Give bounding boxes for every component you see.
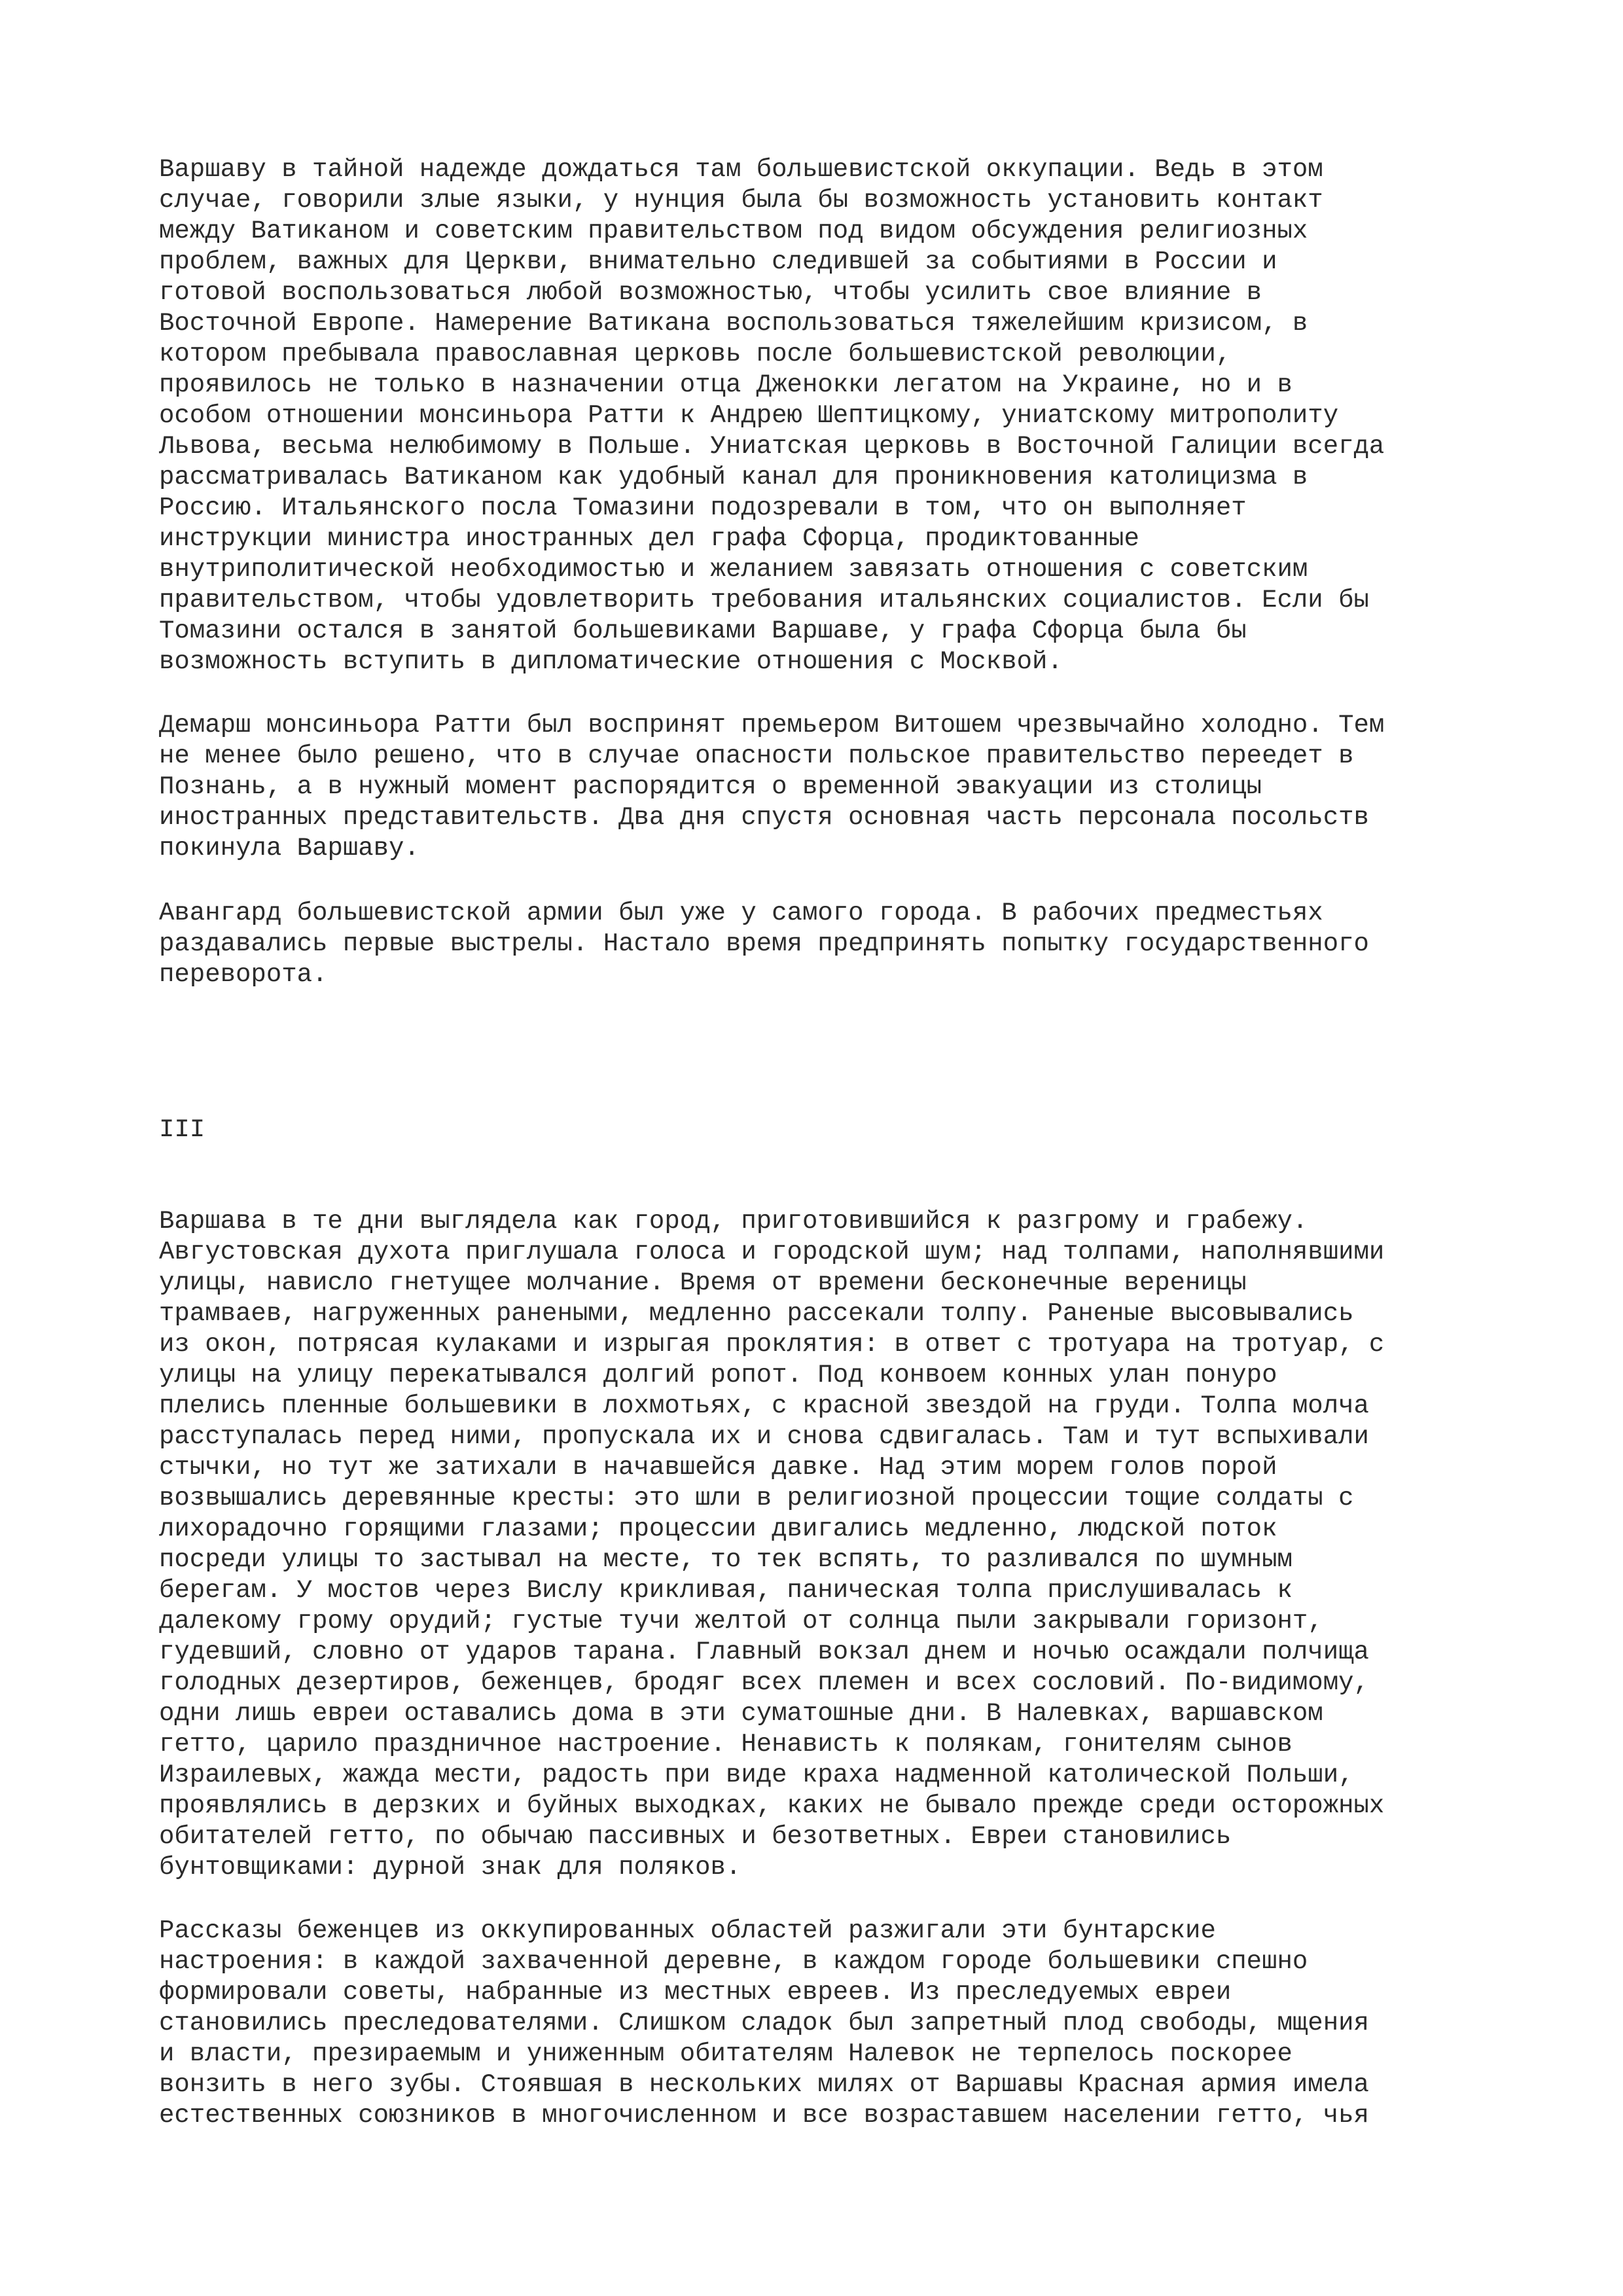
body-paragraph: Авангард большевистской армии был уже у самого города. В рабочих предместьях раздавались первые выстрелы. Настало время предпринять попытку государственного переворота. — [159, 899, 1369, 989]
body-paragraph: Варшава в те дни выглядела как город, приготовившийся к разгрому и грабежу. Августовская духота приглушала голоса и городской шум; над толпами, наполнявшими улицы, нависло гнетущее молчание. Время от времени бесконечные вереницы трамваев, нагруженных ранеными, медленно рассекали толпу. Раненые высовывались из окон, потрясая кулаками и изрыгая проклятия: в ответ с тротуара на тротуар, с улицы на улицу перекатывался долгий ропот. Под конвоем конных улан понуро плелись пленные большевики в лохмотьях, с красной звездой на груди. Толпа молча расступалась перед ними, пропускала их и снова сдвигалась. Там и тут вспыхивали стычки, но тут же затихали в начавшейся давке. Над этим морем голов порой возвышались деревянные кресты: это шли в религиозной процессии тощие солдаты с лихорадочно горящими глазами; процессии двигались медленно, людской поток посреди улицы то застывал на месте, то тек вспять, то разливался по шумным берегам. У мостов через Вислу крикливая, паническая толпа прислушивалась к далекому грому орудий; густые тучи желтой от солнца пыли закрывали горизонт, гудевший, словно от ударов тарана. Главный вокзал днем и ночью осаждали полчища голодных дезертиров, беженцев, бродяг всех племен и всех сословий. По-видимому, одни лишь евреи оставались дома в эти суматошные дни. В Налевках, варшавском гетто, царило праздничное настроение. Ненависть к полякам, гонителям сынов Израилевых, жажда мести, радость при виде краха надменной католической Польши, проявлялись в дерзких и буйных выходках, каких не бывало прежде среди осторожных обитателей гетто, по обычаю пассивных и безответных. Евреи становились бунтовщиками: дурной знак для поляков. — [159, 1207, 1385, 1882]
chapter-heading: III — [159, 1115, 205, 1144]
body-paragraph: Рассказы беженцев из оккупированных областей разжигали эти бунтарские настроения: в каждой захваченной деревне, в каждом городе большевики спешно формировали советы, набранные из местных евреев. Из преследуемых евреи становились преследователями. Слишком сладок был запретный плод свободы, мщения и власти, презираемым и униженным обитателям Налевок не терпелось поскорее вонзить в него зубы. Стоявшая в нескольких милях от Варшавы Красная армия имела естественных союзников в многочисленном и все возраставшем населении гетто, чья — [159, 1916, 1369, 2130]
body-paragraph: Демарш монсиньора Ратти был воспринят премьером Витошем чрезвычайно холодно. Тем не менее было решено, что в случае опасности польское правительство переедет в Познань, а в нужный момент распорядится о временной эвакуации из столицы иностранных представительств. Два дня спустя основная часть персонала посольств покинула Варшаву. — [159, 711, 1385, 863]
body-paragraph: Варшаву в тайной надежде дождаться там большевистской оккупации. Ведь в этом случае, говорили злые языки, у нунция была бы возможность установить контакт между Ватиканом и советским правительством под видом обсуждения религиозных проблем, важных для Церкви, внимательно следившей за событиями в России и готовой воспользоваться любой возможностью, чтобы усилить свое влияние в Восточной Европе. Намерение Ватикана воспользоваться тяжелейшим кризисом, в котором пребывала православная церковь после большевистской революции, проявилось не только в назначении отца Дженокки легатом на Украине, но и в особом отношении монсиньора Ратти к Андрею Шептицкому, униатскому митрополиту Львова, весьма нелюбимому в Польше. Униатская церковь в Восточной Галиции всегда рассматривалась Ватиканом как удобный канал для проникновения католицизма в Россию. Итальянского посла Томазини подозревали в том, что он выполняет инструкции министра иностранных дел графа Сфорца, продиктованные внутриполитической необходимостью и желанием завязать отношения с советским правительством, чтобы удовлетворить требования итальянских социалистов. Если бы Томазини остался в занятой большевиками Варшаве, у графа Сфорца была бы возможность вступить в дипломатические отношения с Москвой. — [159, 155, 1385, 676]
